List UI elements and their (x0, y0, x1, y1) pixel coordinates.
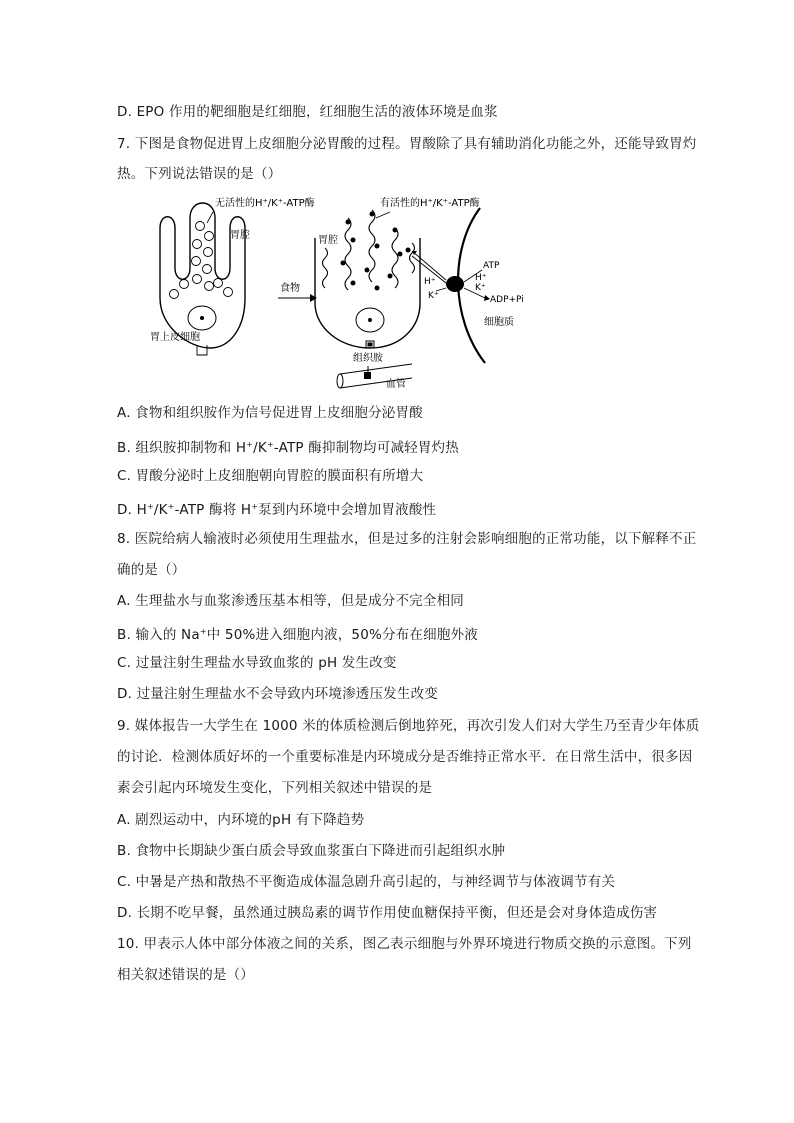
question-8-option-c: C. 过量注射生理盐水导致血浆的 pH 发生改变 (117, 655, 397, 671)
question-8-stem-line-2: 确的是（） (117, 562, 186, 578)
question-7-option-c: C. 胃酸分泌时上皮细胞朝向胃腔的膜面积有所增大 (117, 468, 424, 484)
q7-d-part-1: D. H (117, 502, 147, 518)
label-food: 食物 (280, 283, 300, 294)
question-8-option-a: A. 生理盐水与血浆渗透压基本相等，但是成分不完全相同 (117, 593, 464, 609)
label-active-enzyme: 有活性的H⁺/K⁺-ATP酶 (380, 198, 480, 209)
question-9-option-d: D. 长期不吃早餐，虽然通过胰岛素的调节作用使血糖保持平衡，但还是会对身体造成伤害 (117, 905, 658, 921)
question-9-option-c: C. 中暑是产热和散热不平衡造成体温急剧升高引起的，与神经调节与体液调节有关 (117, 874, 616, 890)
question-7-stem-line-1: 7. 下图是食物促进胃上皮细胞分泌胃酸的过程。胃酸除了具有辅助消化功能之外，还能导致胃灼 (117, 136, 697, 152)
gastric-acid-secretion-diagram (150, 188, 570, 393)
question-7-option-d (117, 498, 436, 519)
question-9-stem-line-1: 9. 媒体报告一大学生在 1000 米的体质检测后倒地猝死，再次引发人们对大学生乃至青少年体质 (117, 718, 700, 734)
label-k-left: K⁺ (428, 291, 439, 301)
q7-b-part-2: /K (253, 440, 267, 456)
label-k-right: K⁺ (475, 283, 486, 293)
superscript: + (146, 502, 154, 511)
q7-b-part-1: B. 组织胺抑制物和 H (117, 440, 247, 456)
left-epithelial-cell (160, 203, 245, 348)
superscript: + (167, 502, 175, 511)
label-h-left: H⁺ (424, 277, 436, 287)
question-7-option-a: A. 食物和组织胺作为信号促进胃上皮细胞分泌胃酸 (117, 405, 423, 421)
question-10-stem-line-2: 相关叙述错误的是（） (117, 967, 254, 983)
label-lumen-left: 胃腔 (230, 230, 250, 241)
label-vessel: 血管 (386, 379, 406, 390)
question-8-stem-line-1: 8. 医院给病人输液时必须使用生理盐水，但是过多的注射会影响细胞的正常功能，以下解释不正 (117, 531, 697, 547)
label-inactive-enzyme: 无活性的H⁺/K⁺-ATP酶 (215, 198, 315, 209)
superscript: + (251, 502, 259, 511)
proton-pump (446, 276, 464, 292)
label-h-right: H⁺ (475, 273, 487, 283)
label-adp: ADP+Pi (490, 295, 524, 305)
q7-d-part-4: 泵到内环境中会增加胃液酸性 (258, 502, 437, 518)
label-lumen-right: 胃腔 (318, 235, 338, 246)
label-atp: ATP (483, 261, 500, 271)
question-10-stem-line-1: 10. 甲表示人体中部分体液之间的关系，图乙表示细胞与外界环境进行物质交换的示意图。下列 (117, 936, 692, 952)
label-epithelial-cell: 胃上皮细胞 (150, 332, 200, 343)
active-enzyme-membranes (323, 210, 415, 290)
question-9-option-b: B. 食物中长期缺少蛋白质会导致血浆蛋白下降进而引起组织水肿 (117, 843, 506, 859)
question-8-option-d: D. 过量注射生理盐水不会导致内环境渗透压发生改变 (117, 686, 438, 702)
superscript: + (266, 440, 274, 449)
superscript: + (246, 440, 254, 449)
question-7-option-b (117, 436, 459, 457)
q7-d-part-3: -ATP 酶将 H (174, 502, 252, 518)
question-9-stem-line-3: 素会引起内环境发生变化，下列相关叙述中错误的是 (117, 780, 433, 796)
q8-b-part-2: 中 50%进入细胞内液，50%分布在细胞外液 (206, 627, 478, 643)
label-histamine: 组织胺 (353, 353, 383, 364)
q7-b-part-3: -ATP 酶抑制物均可减轻胃灼热 (273, 440, 459, 456)
label-cytoplasm: 细胞质 (484, 317, 514, 328)
q7-d-part-2: /K (153, 502, 168, 518)
question-9-stem-line-2: 的讨论．检测体质好坏的一个重要标准是内环境成分是否维持正常水平．在日常生活中，很多因 (117, 749, 693, 765)
question-7-stem-line-2: 热。下列说法错误的是（） (117, 166, 282, 182)
question-9-option-a: A. 剧烈运动中，内环境的pH 有下降趋势 (117, 812, 365, 828)
q8-b-part-1: B. 输入的 Na (117, 627, 200, 643)
question-8-option-b (117, 623, 478, 644)
question-6-option-d: D. EPO 作用的靶细胞是红细胞，红细胞生活的液体环境是血浆 (117, 104, 498, 120)
left-vesicles (170, 222, 233, 299)
superscript: + (199, 627, 207, 636)
